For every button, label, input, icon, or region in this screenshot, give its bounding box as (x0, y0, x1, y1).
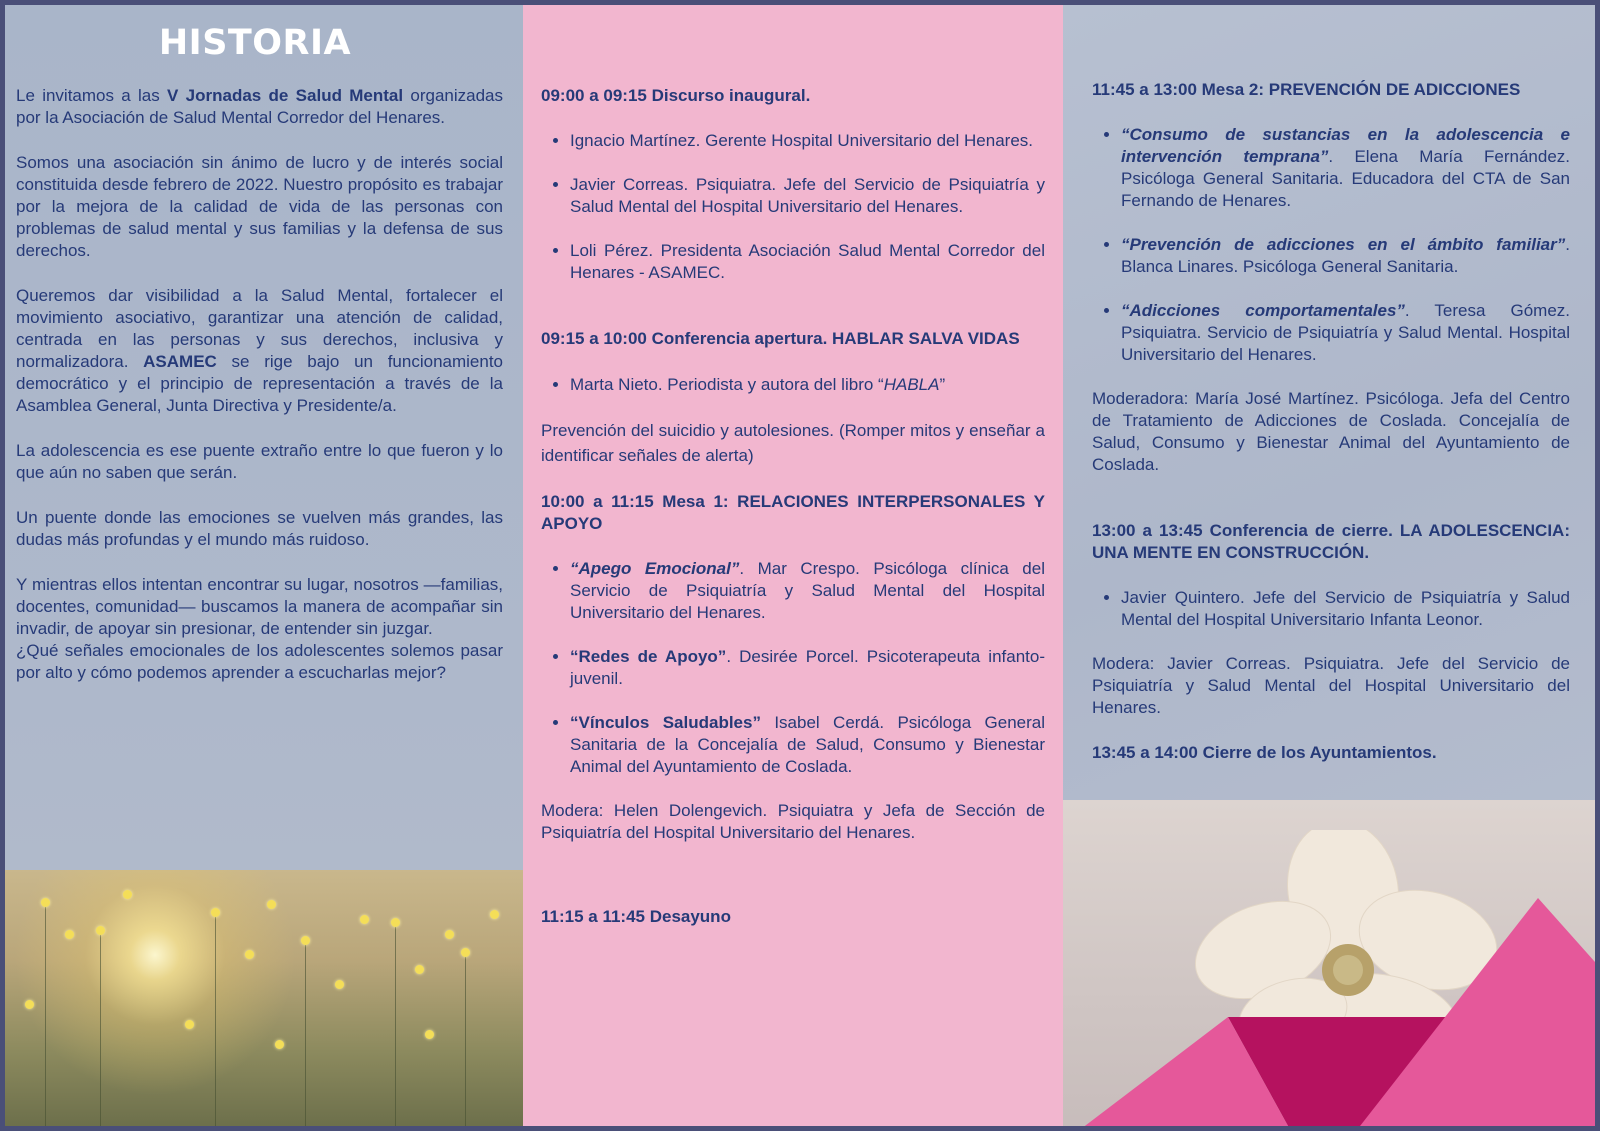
talk-speaker: . Mar Crespo. Psicóloga clínica del Servicio de Psiquiatría y Salud Mental del Hospital Universitario del Henares. (570, 559, 1045, 622)
session-heading: 11:45 a 13:00 Mesa 2: PREVENCIÓN DE ADICCIONES (1092, 80, 1521, 99)
talk-title: “Adicciones comportamentales” (1121, 301, 1405, 320)
moderator-text: Modera: Javier Correas. Psiquiatra. Jefe del Servicio de Psiquiatría y Salud Mental del Hospital Universitario del Henares. (1092, 654, 1570, 717)
history-paragraph (16, 85, 503, 129)
talk-title: “Prevención de adicciones en el ámbito familiar” (1121, 235, 1566, 254)
talk-list (541, 558, 1045, 778)
speaker-text: ” (939, 375, 946, 394)
talk-speaker: . Teresa Gómez. Psiquiatra. Servicio de Psiquiatría y Salud Mental. Hospital Universitario del Henares. (1121, 301, 1571, 364)
session-heading: 09:15 a 10:00 Conferencia apertura. HABLAR SALVA VIDAS (541, 329, 1020, 348)
program-panel-midday (1063, 5, 1595, 1126)
talk-title: “Redes de Apoyo” (570, 647, 727, 666)
session-heading: 10:00 a 11:15 Mesa 1: RELACIONES INTERPERSONALES Y APOYO (541, 492, 1045, 533)
talk-item (1121, 234, 1570, 278)
talk-item (570, 558, 1045, 624)
history-paragraph: Somos una asociación sin ánimo de lucro y de interés social constituida desde febrero de 2022. Nuestro propósito es trabajar por la mejora de la calidad de vida de las personas con problemas de salud mental y sus familias y la defensa de sus derechos. (16, 153, 503, 260)
talk-title: “Apego Emocional” (570, 559, 740, 578)
talk-speaker: . Blanca Linares. Psicóloga General Sanitaria. (1121, 235, 1570, 276)
decorative-triangles (1063, 800, 1595, 1126)
speaker-text: Marta Nieto. Periodista y autora del libro “ (570, 375, 884, 394)
history-paragraph: Un puente donde las emociones se vuelven más grandes, las dudas más profundas y el mundo más ruidoso. (16, 508, 503, 549)
speaker-list (541, 374, 1045, 396)
meadow-photo (5, 870, 523, 1126)
session-heading: 09:00 a 09:15 Discurso inaugural. (541, 86, 811, 105)
session-note: Prevención del suicidio y autolesiones. (Romper mitos y enseñar a identificar señales de alerta) (541, 421, 1045, 465)
speaker-item: • Javier Correas. Psiquiatra. Jefe del Servicio de Psiquiatría y Salud Mental del Hospital Universitario del Henares. (570, 174, 1045, 218)
talk-speaker: . Desirée Porcel. Psicoterapeuta infanto-juvenil. (570, 647, 1045, 688)
paragraph-text: organizadas por la Asociación de Salud Mental Corredor del Henares. (16, 86, 504, 127)
paragraph-text: Le invitamos a las (16, 86, 168, 105)
talk-list (1092, 124, 1570, 366)
program-panel-morning (523, 5, 1063, 1126)
history-paragraph: Y mientras ellos intentan encontrar su lugar, nosotros —familias, docentes, comunidad— buscamos la manera de acompañar sin invadir, de apoyar sin presionar, de entender sin juzgar. (16, 575, 503, 638)
event-name: V Jornadas de Salud Mental (167, 86, 404, 105)
moderator-text: Moderadora: María José Martínez. Psicóloga. Jefa del Centro de Tratamiento de Adicciones de Coslada. Concejalía de Salud, Consumo y Bienestar Animal del Ayuntamiento de Coslada. (1092, 389, 1570, 474)
association-name: ASAMEC (143, 352, 217, 371)
history-paragraph (16, 285, 503, 417)
program-midday-text (1092, 79, 1570, 787)
talk-title: “Consumo de sustancias en la adolescencia e intervención temprana” (1121, 125, 1570, 166)
book-title: HABLA (883, 375, 940, 394)
speaker-item (570, 374, 1045, 396)
moderator-text: Modera: Helen Dolengevich. Psiquiatra y Jefa de Sección de Psiquiatría del Hospital Universitario del Henares. (541, 801, 1045, 842)
history-paragraph: ¿Qué señales emocionales de los adolescentes solemos pasar por alto y cómo podemos aprender a escucharlas mejor? (16, 641, 503, 682)
speaker-list (541, 130, 1045, 284)
paragraph-text: Queremos dar visibilidad a la Salud Mental, fortalecer el movimiento asociativo, garantizar una atención de calidad, centrada en las personas y sus derechos, inclusiva y normalizadora. (16, 286, 503, 371)
talk-item (570, 712, 1045, 778)
history-paragraph: La adolescencia es ese puente extraño entre lo que fueron y lo que aún no saben que serán. (16, 441, 503, 482)
talk-speaker: . Elena María Fernández. Psicóloga General Sanitaria. Educadora del CTA de San Fernando de Henares. (1121, 147, 1571, 210)
speaker-list (1092, 587, 1570, 631)
speaker-item: • Loli Pérez. Presidenta Asociación Salud Mental Corredor del Henares - ASAMEC. (570, 240, 1045, 284)
speaker-item: • Ignacio Martínez. Gerente Hospital Universitario del Henares. (570, 130, 1045, 152)
talk-speaker: Isabel Cerdá. Psicóloga General Sanitaria de la Concejalía de Salud, Consumo y Bienestar Animal del Ayuntamiento de Coslada. (570, 713, 1045, 776)
talk-title: “Vínculos Saludables” (570, 713, 761, 732)
talk-item (1121, 300, 1570, 366)
program-morning-text (541, 85, 1045, 951)
flower-photo (1063, 800, 1595, 1126)
session-heading: 13:45 a 14:00 Cierre de los Ayuntamientos. (1092, 743, 1437, 762)
speaker-item: • Javier Quintero. Jefe del Servicio de Psiquiatría y Salud Mental del Hospital Universitario Infanta Leonor. (1121, 587, 1570, 631)
history-text (16, 85, 503, 707)
paragraph-text: se rige bajo un funcionamiento democrático y el principio de representación a través de la Asamblea General, Junta Directiva y Presidente/a. (16, 352, 504, 415)
talk-item (570, 646, 1045, 690)
session-heading: 11:15 a 11:45 Desayuno (541, 907, 731, 926)
history-panel (5, 5, 523, 1126)
session-heading: 13:00 a 13:45 Conferencia de cierre. LA ADOLESCENCIA: UNA MENTE EN CONSTRUCCIÓN. (1092, 521, 1570, 562)
talk-item (1121, 124, 1570, 212)
history-title: HISTORIA (158, 23, 352, 63)
